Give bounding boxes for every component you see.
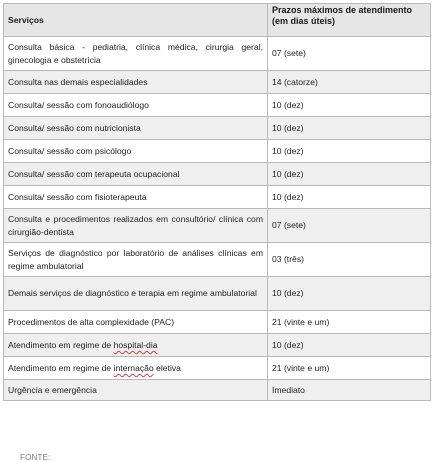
document-page — [3, 3, 430, 401]
header-servicos: Serviços — [4, 4, 268, 37]
spellcheck-mark: hospital-dia — [113, 339, 158, 350]
cell-servico: Consulta básica - pediatria, clínica médica, cirurgia geral, ginecologia e obstetrícia — [4, 37, 268, 71]
cell-prazo: 10 (dez) — [268, 334, 431, 357]
cell-prazo: Imediato — [268, 380, 431, 401]
prazos-table — [3, 3, 431, 401]
header-prazos: Prazos máximos de atendimento (em dias úteis) — [268, 4, 431, 37]
cell-servico: Consulta/ sessão com psicólogo — [4, 140, 268, 163]
cell-prazo: 21 (vinte e um) — [268, 311, 431, 334]
cell-prazo: 07 (sete) — [268, 37, 431, 71]
cell-prazo: 07 (sete) — [268, 209, 431, 243]
cell-prazo: 21 (vinte e um) — [268, 357, 431, 380]
table-row — [4, 380, 431, 401]
cell-servico: Procedimentos de alta complexidade (PAC) — [4, 311, 268, 334]
cell-servico: Consulta nas demais especialidades — [4, 71, 268, 94]
cell-servico: Urgência e emergência — [4, 380, 268, 401]
table-row — [4, 277, 431, 311]
cell-prazo: 10 (dez) — [268, 186, 431, 209]
table-header-row — [4, 4, 431, 37]
cell-servico: Consulta/ sessão com nutricionista — [4, 117, 268, 140]
table-row — [4, 163, 431, 186]
cell-servico: Consulta/ sessão com terapeuta ocupacional — [4, 163, 268, 186]
cell-prazo: 10 (dez) — [268, 163, 431, 186]
cell-prazo: 10 (dez) — [268, 140, 431, 163]
cell-servico — [4, 334, 268, 357]
servico-text: Atendimento em regime de internação eletiva — [8, 362, 181, 373]
table-row — [4, 71, 431, 94]
table-row — [4, 334, 431, 357]
table-row — [4, 243, 431, 277]
cell-servico: Consulta e procedimentos realizados em consultório/ clínica com cirurgião-dentista — [4, 209, 268, 243]
cell-servico: Serviços de diagnóstico por laboratório de análises clínicas em regime ambulatorial — [4, 243, 268, 277]
table-row — [4, 357, 431, 380]
cell-servico — [4, 357, 268, 380]
cell-prazo: 03 (três) — [268, 243, 431, 277]
table-row — [4, 311, 431, 334]
table-row — [4, 186, 431, 209]
cell-prazo: 10 (dez) — [268, 277, 431, 311]
cell-servico: Consulta/ sessão com fonoaudiólogo — [4, 94, 268, 117]
spellcheck-mark: internação — [113, 362, 154, 373]
table-row — [4, 117, 431, 140]
table-row — [4, 37, 431, 71]
cell-servico: Demais serviços de diagnóstico e terapia em regime ambulatorial — [4, 277, 268, 311]
footer-source: FONTE: — [20, 453, 51, 462]
cell-prazo: 10 (dez) — [268, 94, 431, 117]
cell-prazo: 10 (dez) — [268, 117, 431, 140]
table-row — [4, 94, 431, 117]
table-row — [4, 140, 431, 163]
cell-servico: Consulta/ sessão com fisioterapeuta — [4, 186, 268, 209]
table-row — [4, 209, 431, 243]
servico-text: Atendimento em regime de hospital-dia — [8, 339, 158, 350]
cell-prazo: 14 (catorze) — [268, 71, 431, 94]
